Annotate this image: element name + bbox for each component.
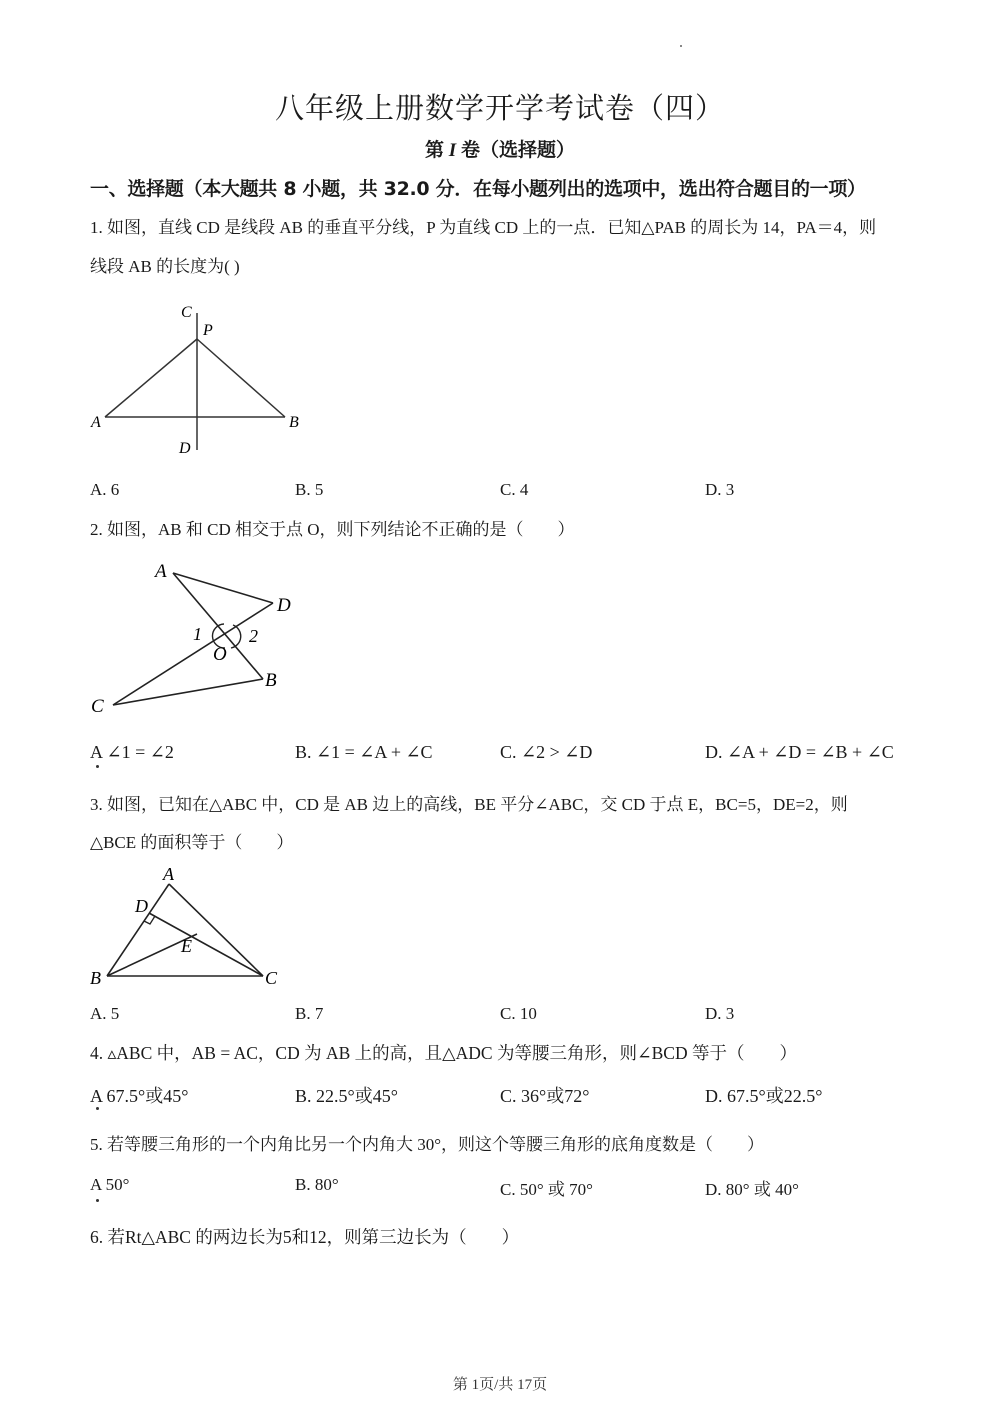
q5-option-a[interactable]: A 50° — [90, 1175, 130, 1194]
volume-subtitle: 第 I 卷（选择题） — [425, 140, 575, 161]
q2-option-d[interactable]: D. ∠A + ∠D = ∠B + ∠C — [705, 742, 894, 762]
label-c: C — [91, 696, 104, 717]
question-3-line-2: △BCE 的面积等于（ ） — [90, 833, 294, 852]
label-a: A — [91, 414, 101, 431]
question-6-line-1: 6. 若Rt△ABC 的两边长为5和12，则第三边长为（ ） — [90, 1227, 520, 1247]
q4-option-a[interactable]: A 67.5°或45° — [90, 1086, 189, 1106]
q1-option-a[interactable]: A. 6 — [90, 480, 120, 499]
label-c: C — [181, 304, 192, 321]
label-b: B — [90, 968, 101, 988]
label-d: D — [179, 440, 191, 457]
question-5-line-1: 5. 若等腰三角形的一个内角比另一个内角大 30°，则这个等腰三角形的底角度数是（ ） — [90, 1135, 765, 1154]
question-2-figure — [85, 555, 325, 720]
label-a: A — [155, 561, 167, 582]
label-e: E — [181, 936, 192, 956]
segment-cb — [113, 679, 263, 705]
q5-option-d[interactable]: D. 80° 或 40° — [705, 1180, 799, 1199]
segment-dc — [113, 603, 273, 705]
scan-speck — [680, 45, 682, 47]
page-number: 第 1页/共 17页 — [452, 1377, 548, 1393]
segment-dc — [149, 913, 263, 976]
q4-option-b[interactable]: B. 22.5°或45° — [295, 1086, 398, 1106]
label-o: O — [213, 644, 227, 665]
label-b: B — [289, 414, 299, 431]
label-1: 1 — [193, 624, 202, 644]
q3-option-c[interactable]: C. 10 — [500, 1004, 537, 1023]
label-d: D — [135, 896, 148, 916]
label-p: P — [203, 322, 213, 339]
scan-dot — [96, 1199, 99, 1202]
q1-option-d[interactable]: D. 3 — [705, 480, 735, 499]
q1-option-b[interactable]: B. 5 — [295, 480, 324, 499]
q3-option-b[interactable]: B. 7 — [295, 1004, 324, 1023]
q5-option-c[interactable]: C. 50° 或 70° — [500, 1180, 593, 1199]
q2-option-a[interactable]: A ∠1 = ∠2 — [90, 742, 174, 762]
q2-option-b[interactable]: B. ∠1 = ∠A + ∠C — [295, 742, 433, 762]
question-1-line-1: 1. 如图，直线 CD 是线段 AB 的垂直平分线，P 为直线 CD 上的一点．已知△PAB 的周长为 14，PA＝4，则 — [90, 218, 877, 237]
question-4-line-1: 4. ▵ABC 中，AB = AC，CD 为 AB 上的高，且△ADC 为等腰三角形，则∠BCD 等于（ ） — [90, 1043, 797, 1063]
q3-option-a[interactable]: A. 5 — [90, 1004, 120, 1023]
q5-option-b[interactable]: B. 80° — [295, 1175, 339, 1194]
section-heading: 一、选择题（本大题共 8 小题，共 32.0 分．在每小题列出的选项中，选出符合题目的一项） — [90, 178, 866, 200]
label-d: D — [277, 595, 291, 616]
q4-option-c[interactable]: C. 36°或72° — [500, 1086, 590, 1106]
label-c: C — [265, 968, 278, 988]
page-title: 八年级上册数学开学考试卷（四） — [274, 93, 725, 125]
segment-pa — [105, 339, 197, 417]
q1-option-c[interactable]: C. 4 — [500, 480, 529, 499]
question-3-line-1: 3. 如图，已知在△ABC 中，CD 是 AB 边上的高线，BE 平分∠ABC，交 CD 于点 E，BC=5，DE=2，则 — [90, 795, 848, 814]
label-a: A — [163, 864, 174, 884]
scan-dot — [96, 1107, 99, 1110]
question-2-line-1: 2. 如图，AB 和 CD 相交于点 O，则下列结论不正确的是（ ） — [90, 520, 575, 539]
scan-dot — [96, 765, 99, 768]
question-1-line-2: 线段 AB 的长度为( ) — [90, 257, 240, 276]
question-1-figure — [85, 295, 315, 465]
segment-ad — [173, 573, 273, 603]
q3-option-d[interactable]: D. 3 — [705, 1004, 735, 1023]
q2-option-c[interactable]: C. ∠2 > ∠D — [500, 742, 593, 762]
segment-pb — [197, 339, 285, 417]
question-3-figure — [85, 862, 305, 992]
q4-option-d[interactable]: D. 67.5°或22.5° — [705, 1086, 823, 1106]
label-b: B — [265, 670, 277, 691]
segment-ac — [169, 884, 263, 976]
label-2: 2 — [249, 626, 258, 646]
